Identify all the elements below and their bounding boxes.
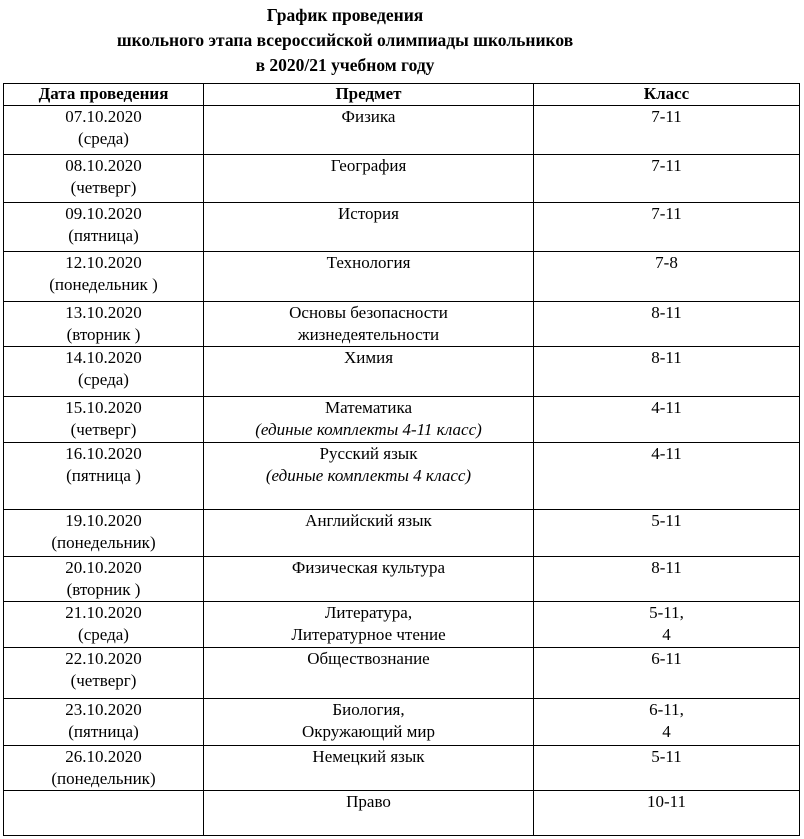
grade-text: 7-11 xyxy=(651,204,682,223)
subject-text: Биология, xyxy=(332,700,405,719)
table-row xyxy=(4,557,800,602)
weekday-text: (четверг) xyxy=(70,420,137,439)
date-cell xyxy=(4,648,204,699)
weekday-text: (четверг) xyxy=(70,671,137,690)
document-title xyxy=(0,3,690,78)
date-cell xyxy=(4,302,204,347)
table-row xyxy=(4,347,800,397)
date-text: 13.10.2020 xyxy=(65,303,142,322)
subject-cell xyxy=(204,302,534,347)
grade-text: 7-8 xyxy=(655,253,678,272)
subject-text: Химия xyxy=(343,348,394,367)
subject-cell xyxy=(204,791,534,836)
date-text: 22.10.2020 xyxy=(65,649,142,668)
header-grade: Класс xyxy=(534,84,800,106)
grade-text: 7-11 xyxy=(651,156,682,175)
grade-cell xyxy=(534,302,800,347)
grade-cell xyxy=(534,252,800,302)
grade-extra: 4 xyxy=(662,625,671,644)
date-text: 20.10.2020 xyxy=(65,558,142,577)
date-cell xyxy=(4,791,204,836)
grade-cell xyxy=(534,397,800,443)
subject-text: Русский язык xyxy=(319,444,418,463)
table-row xyxy=(4,203,800,252)
weekday-text: (среда) xyxy=(78,370,129,389)
grade-cell xyxy=(534,699,800,746)
weekday-text: (среда) xyxy=(78,129,129,148)
schedule-table xyxy=(3,83,800,836)
grade-cell xyxy=(534,746,800,791)
date-text: 14.10.2020 xyxy=(65,348,142,367)
date-cell xyxy=(4,347,204,397)
header-subject: Предмет xyxy=(204,84,534,106)
grade-cell xyxy=(534,557,800,602)
table-row xyxy=(4,397,800,443)
table-row xyxy=(4,443,800,510)
date-cell xyxy=(4,699,204,746)
date-cell xyxy=(4,397,204,443)
subject-cell xyxy=(204,155,534,203)
subject-cell xyxy=(204,203,534,252)
table-row xyxy=(4,106,800,155)
subject-cell xyxy=(204,602,534,648)
subject-note: (единые комплекты 4-11 класс) xyxy=(255,420,482,439)
subject-text: Литература, xyxy=(324,603,413,622)
subject-text: История xyxy=(338,204,399,223)
grade-text: 10-11 xyxy=(646,792,687,811)
table-row xyxy=(4,602,800,648)
grade-text: 8-11 xyxy=(651,303,682,322)
weekday-text: (пятница) xyxy=(68,722,139,741)
grade-text: 4-11 xyxy=(651,444,682,463)
date-text: 16.10.2020 xyxy=(65,444,142,463)
subject-note: (единые комплекты 4 класс) xyxy=(265,466,472,485)
grade-text: 5-11, xyxy=(649,603,684,622)
table-row xyxy=(4,746,800,791)
subject-note: Окружающий мир xyxy=(302,722,435,741)
weekday-text: (понедельник) xyxy=(51,769,156,788)
date-cell xyxy=(4,155,204,203)
table-row xyxy=(4,699,800,746)
date-text: 23.10.2020 xyxy=(65,700,142,719)
subject-text: Математика xyxy=(324,398,413,417)
subject-cell xyxy=(204,106,534,155)
subject-text: Английский язык xyxy=(305,511,432,530)
subject-text: Основы безопасности xyxy=(289,303,448,322)
table-row xyxy=(4,791,800,836)
grade-extra: 4 xyxy=(662,722,671,741)
weekday-text: (четверг) xyxy=(70,178,137,197)
grade-text: 7-11 xyxy=(651,107,682,126)
date-cell xyxy=(4,203,204,252)
date-cell xyxy=(4,746,204,791)
date-text: 21.10.2020 xyxy=(65,603,142,622)
grade-text: 5-11 xyxy=(651,747,682,766)
grade-cell xyxy=(534,347,800,397)
date-cell xyxy=(4,106,204,155)
grade-cell xyxy=(534,510,800,557)
subject-cell xyxy=(204,699,534,746)
table-row xyxy=(4,510,800,557)
date-text: 12.10.2020 xyxy=(65,253,142,272)
subject-text: Обществознание xyxy=(307,649,430,668)
table-row xyxy=(4,648,800,699)
title-line-3: в 2020/21 учебном году xyxy=(255,55,435,75)
subject-note: Литературное чтение xyxy=(291,625,446,644)
weekday-text: (вторник ) xyxy=(66,325,141,344)
grade-text: 8-11 xyxy=(651,348,682,367)
date-text: 07.10.2020 xyxy=(65,107,142,126)
subject-cell xyxy=(204,746,534,791)
table-row xyxy=(4,302,800,347)
weekday-text: (понедельник) xyxy=(51,533,156,552)
grade-text: 8-11 xyxy=(651,558,682,577)
subject-text: Технология xyxy=(326,253,411,272)
weekday-text: (понедельник ) xyxy=(49,275,158,294)
subject-cell xyxy=(204,443,534,510)
grade-text: 5-11 xyxy=(651,511,682,530)
weekday-text: (вторник ) xyxy=(66,580,141,599)
subject-cell xyxy=(204,397,534,443)
date-text: 15.10.2020 xyxy=(65,398,142,417)
weekday-text: (пятница ) xyxy=(66,466,141,485)
subject-text: Физика xyxy=(341,107,396,126)
date-cell xyxy=(4,443,204,510)
grade-text: 6-11, xyxy=(649,700,684,719)
date-cell xyxy=(4,510,204,557)
table-row xyxy=(4,252,800,302)
grade-cell xyxy=(534,203,800,252)
subject-text: Право xyxy=(346,792,391,811)
subject-cell xyxy=(204,510,534,557)
date-text: 08.10.2020 xyxy=(65,156,142,175)
subject-text: Физическая культура xyxy=(291,558,446,577)
grade-cell xyxy=(534,648,800,699)
header-date: Дата проведения xyxy=(4,84,204,106)
subject-note: жизнедеятельности xyxy=(297,325,440,344)
date-text: 26.10.2020 xyxy=(65,747,142,766)
grade-cell xyxy=(534,155,800,203)
subject-cell xyxy=(204,557,534,602)
date-cell xyxy=(4,602,204,648)
date-text: 09.10.2020 xyxy=(65,204,142,223)
grade-cell xyxy=(534,443,800,510)
grade-cell xyxy=(534,106,800,155)
grade-cell xyxy=(534,602,800,648)
date-cell xyxy=(4,557,204,602)
subject-text: Немецкий язык xyxy=(312,747,425,766)
title-line-2: школьного этапа всероссийской олимпиады школьников xyxy=(116,30,574,50)
table-row xyxy=(4,155,800,203)
subject-cell xyxy=(204,648,534,699)
grade-cell xyxy=(534,791,800,836)
date-cell xyxy=(4,252,204,302)
weekday-text: (среда) xyxy=(78,625,129,644)
grade-text: 6-11 xyxy=(651,649,682,668)
grade-text: 4-11 xyxy=(651,398,682,417)
subject-cell xyxy=(204,252,534,302)
header-row xyxy=(4,84,800,106)
subject-text: География xyxy=(330,156,407,175)
weekday-text: (пятница) xyxy=(68,226,139,245)
title-line-1: График проведения xyxy=(266,5,424,25)
subject-cell xyxy=(204,347,534,397)
date-text: 19.10.2020 xyxy=(65,511,142,530)
